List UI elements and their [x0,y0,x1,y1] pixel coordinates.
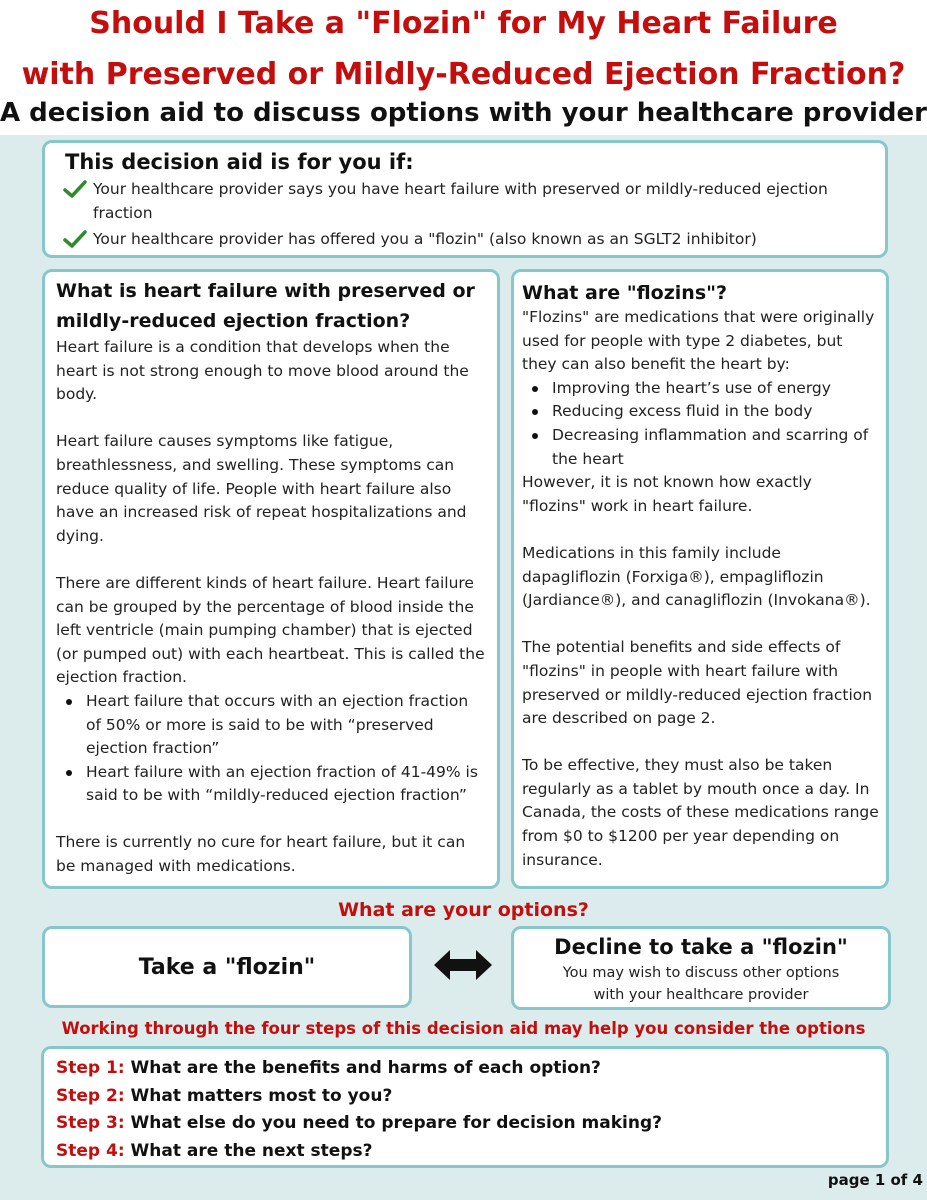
list-item: Heart failure with an ejection fraction of 41-49% is said to be with “mildly-reduced ejection fraction” [86,761,487,808]
step-label: Step 2: [56,1085,131,1106]
flozins-paragraph-4: The potential benefits and side effects of "flozins" in people with heart failure with preserved or mildly-reduced ejection fraction are described on page 2. [522,638,873,728]
flozins-bullet-list [522,377,880,471]
step-text: What matters most to you? [130,1085,393,1106]
for-you-item-text: Your healthcare provider says you have heart failure with preserved or mildly-reduced ejection fraction [93,180,828,222]
flozins-paragraph-2: However, it is not known how exactly "flozins" work in heart failure. [522,473,812,515]
step-row [56,1055,874,1083]
what-is-heart-failure-heading: What is heart failure with preserved or mildly-reduced ejection fraction? [56,280,475,332]
page-number: page 1 of 4 [827,1171,923,1189]
options-heading: What are your options? [338,899,589,921]
decline-subtext-line-2: with your healthcare provider [593,987,809,1003]
what-are-flozins-box [511,269,889,889]
checkmark-icon [63,177,93,202]
step-label: Step 1: [56,1058,131,1078]
step-label: Step 4: [56,1140,131,1161]
for-you-heading: This decision aid is for you if: [65,150,414,174]
step-text: What are the benefits and harms of each option? [130,1058,601,1078]
flozins-paragraph-3: Medications in this family include dapagliflozin (Forxiga®), empagliflozin (Jardiance®), and canagliflozin (Invokana®). [522,543,871,610]
hf-paragraph-4: There is currently no cure for heart failure, but it can be managed with medications. [56,833,466,876]
steps-box [41,1046,889,1168]
list-item: Heart failure that occurs with an ejection fraction of 50% or more is said to be with “preserved ejection fraction” [86,690,487,761]
hf-bullet-list [56,690,487,808]
step-text: What else do you need to prepare for decision making? [130,1113,662,1133]
list-item: Improving the heart’s use of energy [552,377,880,401]
for-you-item [63,177,867,225]
hf-paragraph-1: Heart failure is a condition that develops when the heart is not strong enough to move blood around the body. [56,338,469,404]
what-are-flozins-heading: What are "flozins"? [522,282,728,304]
decline-flozin-label: Decline to take a "flozin" [554,935,848,959]
step-row [56,1110,874,1138]
page-title-line-2: with Preserved or Mildly-Reduced Ejection Fraction? [21,57,906,92]
decline-subtext-line-1: You may wish to discuss other options [562,965,840,981]
what-is-heart-failure-box [42,269,500,889]
checkmark-icon [63,227,93,252]
page-subtitle: A decision aid to discuss options with your healthcare provider [0,98,927,128]
list-item: Reducing excess fluid in the body [552,400,880,424]
flozins-paragraph-5: To be effective, they must also be taken regularly as a tablet by mouth once a day. In Canada, the costs of these medications range from $0 to $1200 per year depending on insurance. [522,756,879,869]
working-through-steps-label: Working through the four steps of this decision aid may help you consider the options [61,1019,866,1038]
take-flozin-label: Take a "flozin" [138,954,316,980]
hf-paragraph-3: There are different kinds of heart failure. Heart failure can be grouped by the percentage of blood inside the left ventricle (main pumping chamber) that is ejected (or pumped out) with each heartbeat. This is called the ejection fraction. [56,573,485,687]
list-item: Decreasing inflammation and scarring of the heart [552,424,880,471]
page-title-line-1: Should I Take a "Flozin" for My Heart Failure [89,6,838,41]
for-you-item [63,227,867,252]
double-arrow-icon [432,947,494,983]
decline-flozin-option [511,926,891,1010]
flozins-paragraph-1: "Flozins" are medications that were originally used for people with type 2 diabetes, but they can also benefit the heart by: [522,308,875,374]
step-label: Step 3: [56,1113,131,1133]
for-you-item-text: Your healthcare provider has offered you a "flozin" (also known as an SGLT2 inhibitor) [93,230,757,248]
for-you-box [42,140,888,258]
step-text: What are the next steps? [130,1140,373,1161]
step-row [56,1083,874,1111]
take-flozin-option [42,926,412,1008]
header [0,0,927,135]
step-row [56,1138,874,1166]
hf-paragraph-2: Heart failure causes symptoms like fatigue, breathlessness, and swelling. These symptoms can reduce quality of life. People with heart failure also have an increased risk of repeat hospitalizations and dying. [56,432,467,545]
